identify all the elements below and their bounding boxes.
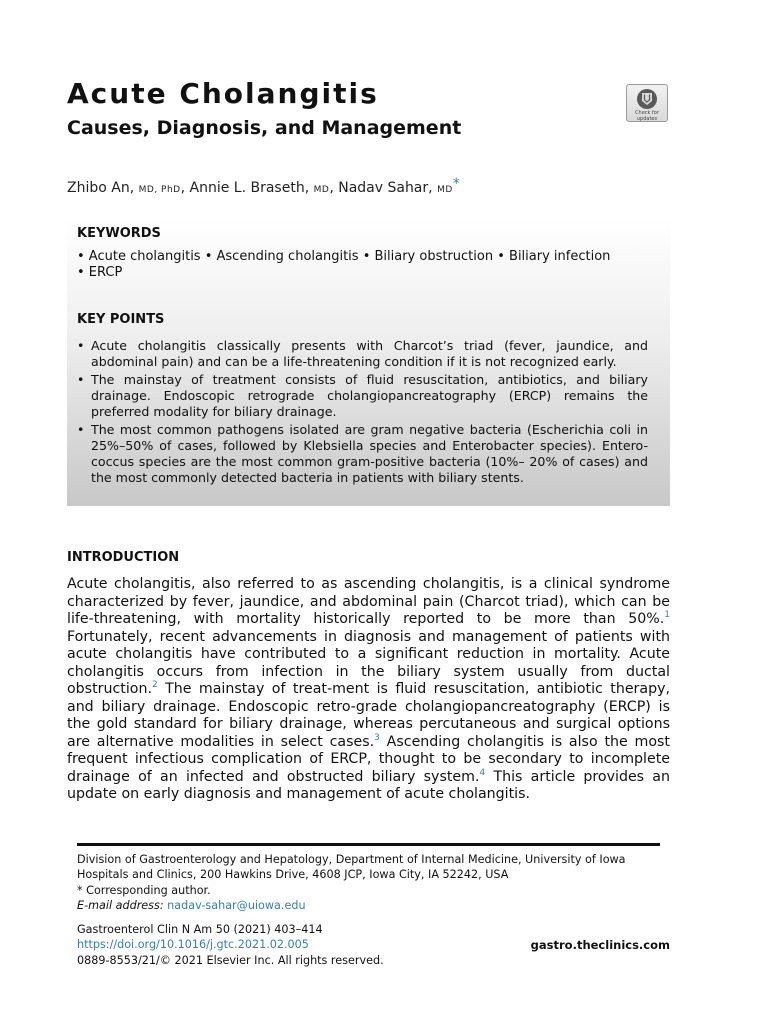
key-point-item: • The most common pathogens isolated are gram negative bacteria (Escherichia coli in 25%–50% of cases, followed by Klebsiella species and Enterobacter species). Entero-coccus species are the most common gram-positive bacteria (10%– 20% of cases) and the most commonly detected bacteria in patients with biliary stents. xyxy=(77,422,648,486)
affiliation-footnote: Division of Gastroenterology and Hepatology, Department of Internal Medicine, University of Iowa Hospitals and Clinics, 200 Hawkins Drive, 4608 JCP, Iowa City, IA 52242, USA xyxy=(77,853,626,881)
introduction-paragraph: Acute cholangitis, also referred to as ascending cholangitis, is a clinical syndrome characterized by fever, jaundice, and abdominal pain (Charcot triad), which can be life-threatening, with mortality historically reported to be more than 50%.$^1$ Fortunately, recent advancements in diagnosis and management of patients with acute cholangitis have contributed to a significant reduction in mortality. Acute cholangitis occurs from infection in the biliary system usually from ductal obstruction.$^2$ The mainstay of treat-ment is fluid resuscitation, antibiotic therapy, and biliary drainage. Endoscopic retro-grade cholangiopancreatography (ERCP) is the gold standard for biliary drainage, whereas percutaneous and surgical options are alternative modalities in select cases.$^3$ Ascending cholangitis is also the most frequent infectious complication of ERCP, thought to be secondary to incomplete drainage of an infected and obstructed biliary system.$^4$ This article provides an update on early diagnosis and management of acute cholangitis. xyxy=(67,576,670,802)
keywords-keypoints-box xyxy=(67,218,670,506)
key-points-heading: KEY POINTS xyxy=(77,312,165,327)
check-updates-icon xyxy=(636,88,658,110)
key-point-item: • The mainstay of treatment consists of fluid resuscitation, antibiotics, and biliary drainage. Endoscopic retrograde cholangiopancreatography (ERCP) remains the preferred modality for biliary drainage. xyxy=(77,372,648,420)
author-name: Zhibo An xyxy=(67,180,130,196)
journal-website[interactable]: gastro.theclinics.com xyxy=(530,938,670,952)
reference-link[interactable]: 4 xyxy=(479,767,486,778)
doi-link[interactable]: https://doi.org/10.1016/j.gtc.2021.02.005 xyxy=(77,938,309,951)
email-label: E-mail address: xyxy=(77,899,164,912)
article-subtitle: Causes, Diagnosis, and Management xyxy=(67,117,462,139)
article-title: Acute Cholangitis xyxy=(67,77,379,110)
reference-link[interactable]: 3 xyxy=(374,732,380,743)
author-line: Zhibo An, MD, PhD, Annie L. Braseth, MD, Nadav Sahar, MD* xyxy=(67,176,460,196)
reference-link[interactable]: 2 xyxy=(151,680,158,690)
author-name: Annie L. Braseth xyxy=(189,180,305,196)
check-for-updates-button[interactable] xyxy=(626,84,668,122)
keywords-heading: KEYWORDS xyxy=(77,226,161,241)
corresponding-author-link[interactable]: * xyxy=(452,176,460,192)
keywords-line: • ERCP xyxy=(77,265,123,280)
key-point-item: • Acute cholangitis classically presents with Charcot’s triad (fever, jaundice, and abdominal pain) and can be a life-threatening condition if it is not recognized early. xyxy=(77,338,648,370)
email-link[interactable]: nadav-sahar@uiowa.edu xyxy=(167,899,306,912)
citation-line: Gastroenterol Clin N Am 50 (2021) 403–414 xyxy=(77,923,323,936)
keywords-line: • Acute cholangitis • Ascending cholangitis • Biliary obstruction • Biliary infection xyxy=(77,249,611,264)
author-degrees: MD xyxy=(313,185,330,195)
author-degrees: MD xyxy=(437,185,453,195)
reference-link[interactable]: 1 xyxy=(664,610,670,620)
key-points-list xyxy=(77,338,648,488)
check-updates-label-2: updates xyxy=(636,116,658,122)
author-degrees: MD, PhD xyxy=(138,185,181,195)
footnote-divider xyxy=(77,843,660,846)
corresponding-note: * Corresponding author. xyxy=(77,884,211,897)
author-name: Nadav Sahar xyxy=(338,180,429,196)
check-updates-label: Check for xyxy=(635,110,659,116)
copyright-line: 0889-8553/21/© 2021 Elsevier Inc. All rights reserved. xyxy=(77,954,384,967)
email-line xyxy=(77,898,670,913)
introduction-heading: INTRODUCTION xyxy=(67,550,180,565)
